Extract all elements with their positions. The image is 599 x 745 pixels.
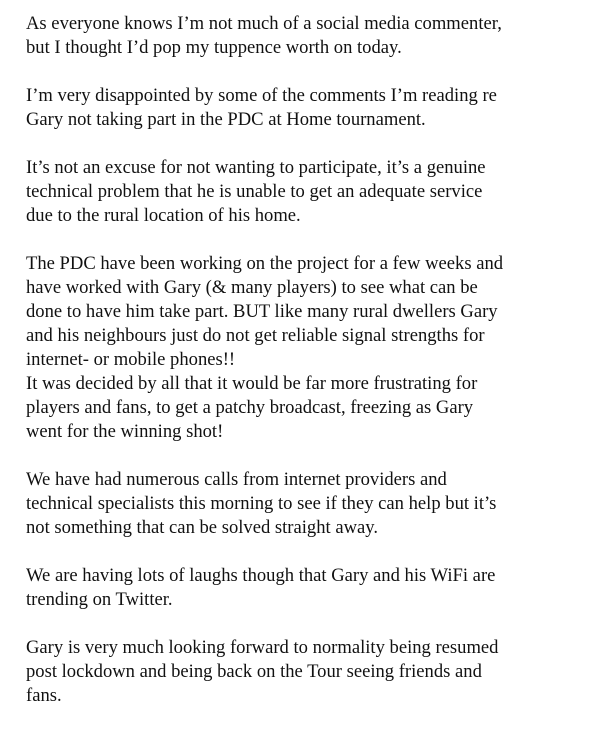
text-line: not something that can be solved straight away. — [26, 517, 378, 538]
text-line: but I thought I’d pop my tuppence worth on today. — [26, 37, 402, 58]
text-line: and his neighbours just do not get reliable signal strengths for — [26, 325, 485, 346]
paragraph-6 — [26, 564, 594, 612]
text-line: trending on Twitter. — [26, 589, 173, 610]
text-line: due to the rural location of his home. — [26, 205, 301, 226]
text-line: done to have him take part. BUT like many rural dwellers Gary — [26, 301, 498, 322]
paragraph-3 — [26, 156, 594, 228]
text-line: I’m very disappointed by some of the comments I’m reading re — [26, 85, 497, 106]
paragraph-7 — [26, 636, 594, 708]
paragraph-2 — [26, 84, 594, 132]
text-line: The PDC have been working on the project for a few weeks and — [26, 253, 504, 274]
paragraph-4 — [26, 252, 594, 444]
text-line: technical specialists this morning to see if they can help but it’s — [26, 493, 497, 514]
text-line: fans. — [26, 685, 62, 706]
document-body — [26, 12, 594, 732]
text-line: went for the winning shot! — [26, 421, 224, 442]
paragraph-1 — [26, 12, 594, 60]
text-line: have worked with Gary (& many players) to see what can be — [26, 277, 478, 298]
text-line: players and fans, to get a patchy broadcast, freezing as Gary — [26, 397, 474, 418]
paragraph-5 — [26, 468, 594, 540]
text-line: internet- or mobile phones!! — [26, 349, 236, 370]
text-line: It’s not an excuse for not wanting to participate, it’s a genuine — [26, 157, 486, 178]
text-line: We are having lots of laughs though that Gary and his WiFi are — [26, 565, 496, 586]
text-line: post lockdown and being back on the Tour seeing friends and — [26, 661, 482, 682]
text-line: Gary is very much looking forward to normality being resumed — [26, 637, 499, 658]
text-line: It was decided by all that it would be far more frustrating for — [26, 373, 478, 394]
text-line: Gary not taking part in the PDC at Home tournament. — [26, 109, 426, 130]
text-line: As everyone knows I’m not much of a social media commenter, — [26, 13, 502, 34]
text-line: technical problem that he is unable to get an adequate service — [26, 181, 483, 202]
text-line: We have had numerous calls from internet providers and — [26, 469, 447, 490]
